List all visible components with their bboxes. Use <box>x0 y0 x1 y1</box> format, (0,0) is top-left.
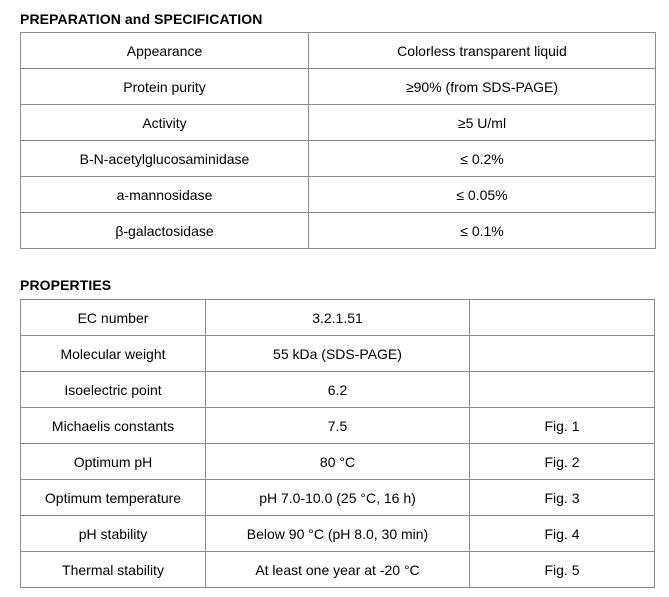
property-label-cell: Optimum temperature <box>21 480 206 516</box>
properties-heading: PROPERTIES <box>20 277 112 293</box>
property-value-cell: 7.5 <box>206 408 470 444</box>
property-figure-cell <box>470 372 655 408</box>
property-label-cell: EC number <box>21 300 206 336</box>
property-figure-cell: Fig. 2 <box>470 444 655 480</box>
table-row <box>21 141 656 177</box>
table-row <box>21 33 656 69</box>
table-row <box>21 480 655 516</box>
table-row <box>21 372 655 408</box>
property-figure-cell: Fig. 3 <box>470 480 655 516</box>
property-label-cell: Isoelectric point <box>21 372 206 408</box>
property-label-cell: pH stability <box>21 516 206 552</box>
property-value-cell: pH 7.0-10.0 (25 °C, 16 h) <box>206 480 470 516</box>
spec-label-cell: Protein purity <box>21 69 309 105</box>
property-value-cell: Below 90 °C (pH 8.0, 30 min) <box>206 516 470 552</box>
property-value-cell: 55 kDa (SDS-PAGE) <box>206 336 470 372</box>
property-figure-cell: Fig. 4 <box>470 516 655 552</box>
property-value-cell: At least one year at -20 °C <box>206 552 470 588</box>
spec-value-cell: ≥90% (from SDS-PAGE) <box>309 69 656 105</box>
spec-label-cell: Activity <box>21 105 309 141</box>
spec-value-cell: ≤ 0.2% <box>309 141 656 177</box>
table-row <box>21 408 655 444</box>
spec-value-cell: ≤ 0.1% <box>309 213 656 249</box>
property-label-cell: Michaelis constants <box>21 408 206 444</box>
table-row <box>21 69 656 105</box>
table-row <box>21 105 656 141</box>
property-value-cell: 6.2 <box>206 372 470 408</box>
spec-label-cell: β-galactosidase <box>21 213 309 249</box>
table-row <box>21 336 655 372</box>
table-row <box>21 516 655 552</box>
property-figure-cell: Fig. 1 <box>470 408 655 444</box>
table-row <box>21 300 655 336</box>
property-value-cell: 80 °C <box>206 444 470 480</box>
spec-label-cell: Appearance <box>21 33 309 69</box>
properties-table <box>20 299 655 588</box>
spec-value-cell: ≥5 U/ml <box>309 105 656 141</box>
property-label-cell: Optimum pH <box>21 444 206 480</box>
table-row <box>21 177 656 213</box>
spec-value-cell: ≤ 0.05% <box>309 177 656 213</box>
table-row <box>21 213 656 249</box>
spec-value-cell: Colorless transparent liquid <box>309 33 656 69</box>
property-figure-cell: Fig. 5 <box>470 552 655 588</box>
table-row <box>21 444 655 480</box>
specification-table <box>20 32 656 249</box>
property-label-cell: Thermal stability <box>21 552 206 588</box>
spec-label-cell: a-mannosidase <box>21 177 309 213</box>
spec-label-cell: B-N-acetylglucosaminidase <box>21 141 309 177</box>
preparation-heading: PREPARATION and SPECIFICATION <box>20 11 263 27</box>
property-figure-cell <box>470 336 655 372</box>
property-label-cell: Molecular weight <box>21 336 206 372</box>
table-row <box>21 552 655 588</box>
property-value-cell: 3.2.1.51 <box>206 300 470 336</box>
property-figure-cell <box>470 300 655 336</box>
